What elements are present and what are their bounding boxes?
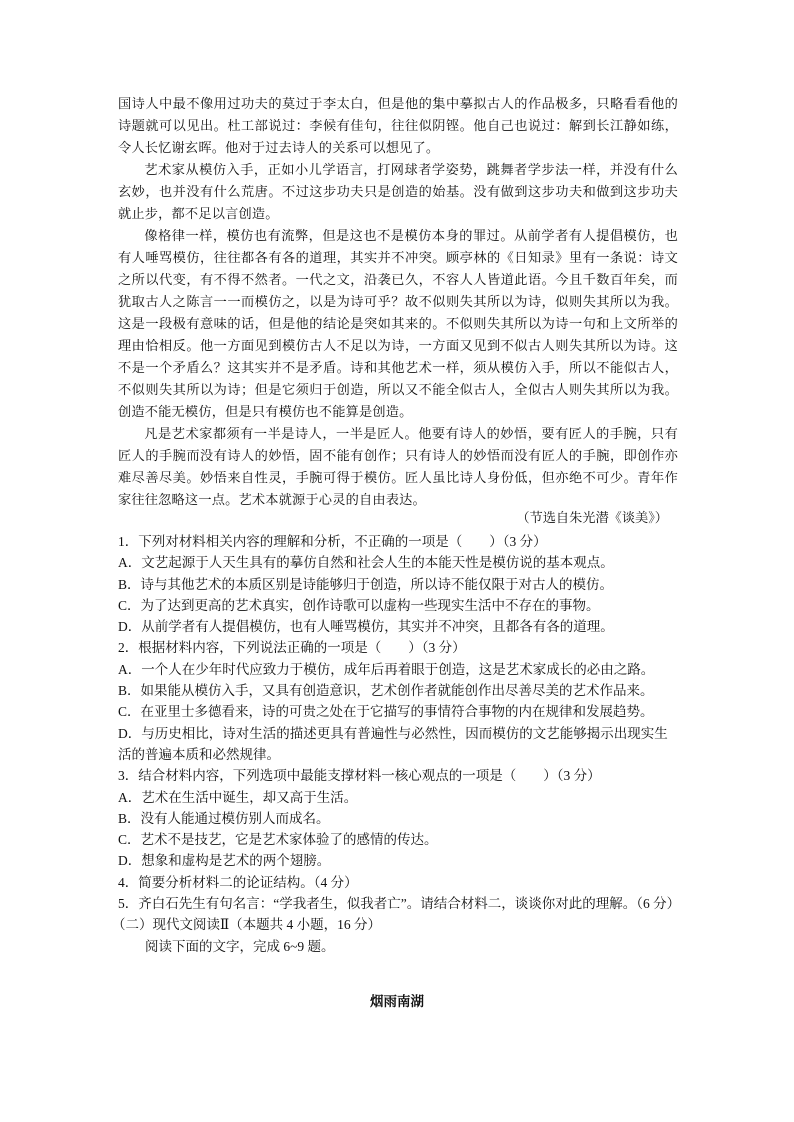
question-1-option-c: C．为了达到更高的艺术真实，创作诗歌可以虚构一些现实生活中不存在的事物。 (118, 597, 600, 613)
question-2-option-b: B．如果能从模仿入手，又具有创造意识，艺术创作者就能创作出尽善尽美的艺术作品来。 (118, 683, 654, 699)
question-1-option-a: A．文艺起源于人天生具有的摹仿自然和社会人生的本能天性是模仿说的基本观点。 (118, 555, 614, 571)
question-5: 5．齐白石先生有句名言：“学我者生，似我者亡”。请结合材料二，谈谈你对此的理解。（6 分） (118, 896, 681, 912)
question-3-option-c: C．艺术不是技艺，它是艺术家体验了的感情的传达。 (118, 832, 438, 848)
question-4: 4．简要分析材料二的论证结构。（4 分） (118, 874, 358, 890)
passage-source: （节选自朱光潜《谈美》） (516, 511, 668, 526)
passage-paragraph-1: 国诗人中最不像用过功夫的莫过于李太白，但是他的集中摹拟古人的作品极多，只略看看他的诗题就可以见出。杜工部说过：李候有佳句，往往似阴铿。他自己也说过：解到长江静如练，令人长忆谢玄晖。他对于过去诗人的关系可以想见了。 (118, 97, 678, 156)
question-1: 1．下列对材料相关内容的理解和分析，不正确的一项是（ ）（3 分） (118, 534, 547, 549)
section-heading: （二）现代文阅读Ⅱ（本题共 4 小题，16 分） (112, 917, 382, 933)
question-2-option-a: A．一个人在少年时代应致力于模仿，成年后再着眼于创造，这是艺术家成长的必由之路。 (118, 661, 655, 677)
next-passage-title: 烟雨南湖 (370, 994, 424, 1010)
question-3-option-a: A．艺术在生活中诞生，却又高于生活。 (118, 789, 358, 805)
question-2-option-d: D．与历史相比，诗对生活的描述更具有普遍性与必然性，因而模仿的文艺能够揭示出现实生活的普遍本质和必然规律。 (118, 725, 668, 762)
question-3-option-b: B．没有人能通过模仿别人而成名。 (118, 810, 330, 826)
passage-source-wrap (118, 508, 678, 530)
reading-passage (118, 94, 678, 512)
question-list (112, 531, 681, 957)
question-1-option-b: B．诗与其他艺术的本质区别是诗能够归于创造，所以诗不能仅限于对古人的模仿。 (118, 576, 614, 592)
question-3: 3．结合材料内容，下列选项中最能支撑材料一核心观点的一项是（ ）（3 分） (118, 768, 601, 784)
question-1-option-d: D．从前学者有人提倡模仿，也有人唾骂模仿，其实并不冲突，且都各有各的道理。 (118, 619, 614, 635)
passage-paragraph-4: 凡是艺术家都须有一半是诗人，一半是匠人。他要有诗人的妙悟，要有匠人的手腕，只有匠人的手腕而没有诗人的妙悟，固不能有创作；只有诗人的妙悟而没有匠人的手腕，即创作亦难尽善尽美。妙悟来自性灵，手腕可得于模仿。匠人虽比诗人身份低，但亦绝不可少。青年作家往往忽略这一点。艺术本就源于心灵的自由表达。 (118, 427, 678, 508)
passage-paragraph-3: 像格律一样，模仿也有流弊，但是这也不是模仿本身的罪过。从前学者有人提倡模仿，也有人唾骂模仿，往往都各有各的道理，其实并不冲突。顾亭林的《日知录》里有一条说：诗文之所以代变，有不得不然者。一代之文，沿袭已久，不容人人皆道此语。今且千数百年矣，而犹取古人之陈言一一而模仿之，以是为诗可乎？故不似则失其所以为诗，似则失其所以为我。这是一段极有意味的话，但是他的结论是突如其来的。不似则失其所以为诗一句和上文所举的理由恰相反。他一方面见到模仿古人不足以为诗，一方面又见到不似古人则失其所以为诗。这不是一个矛盾么？这其实并不是矛盾。诗和其他艺术一样，须从模仿入手，所以不能似古人，不似则失其所以为诗；但是它须归于创造，所以又不能全似古人，全似古人则失其所以为我。创造不能无模仿，但是只有模仿也不能算是创造。 (118, 229, 678, 420)
question-2-option-c: C．在亚里士多德看来，诗的可贵之处在于它描写的事情符合事物的内在规律和发展趋势。 (118, 704, 654, 720)
question-2: 2．根据材料内容，下列说法正确的一项是（ ）（3 分） (118, 640, 466, 656)
question-3-option-d: D．想象和虚构是艺术的两个翅膀。 (118, 853, 331, 869)
passage-paragraph-2: 艺术家从模仿入手，正如小儿学语言，打网球者学姿势，跳舞者学步法一样，并没有什么玄妙，也并没有什么荒唐。不过这步功夫只是创造的始基。没有做到这步功夫和做到这步功夫就止步，都不足以言创造。 (118, 163, 678, 222)
section-instruction: 阅读下面的文字，完成 6~9 题。 (145, 938, 335, 954)
